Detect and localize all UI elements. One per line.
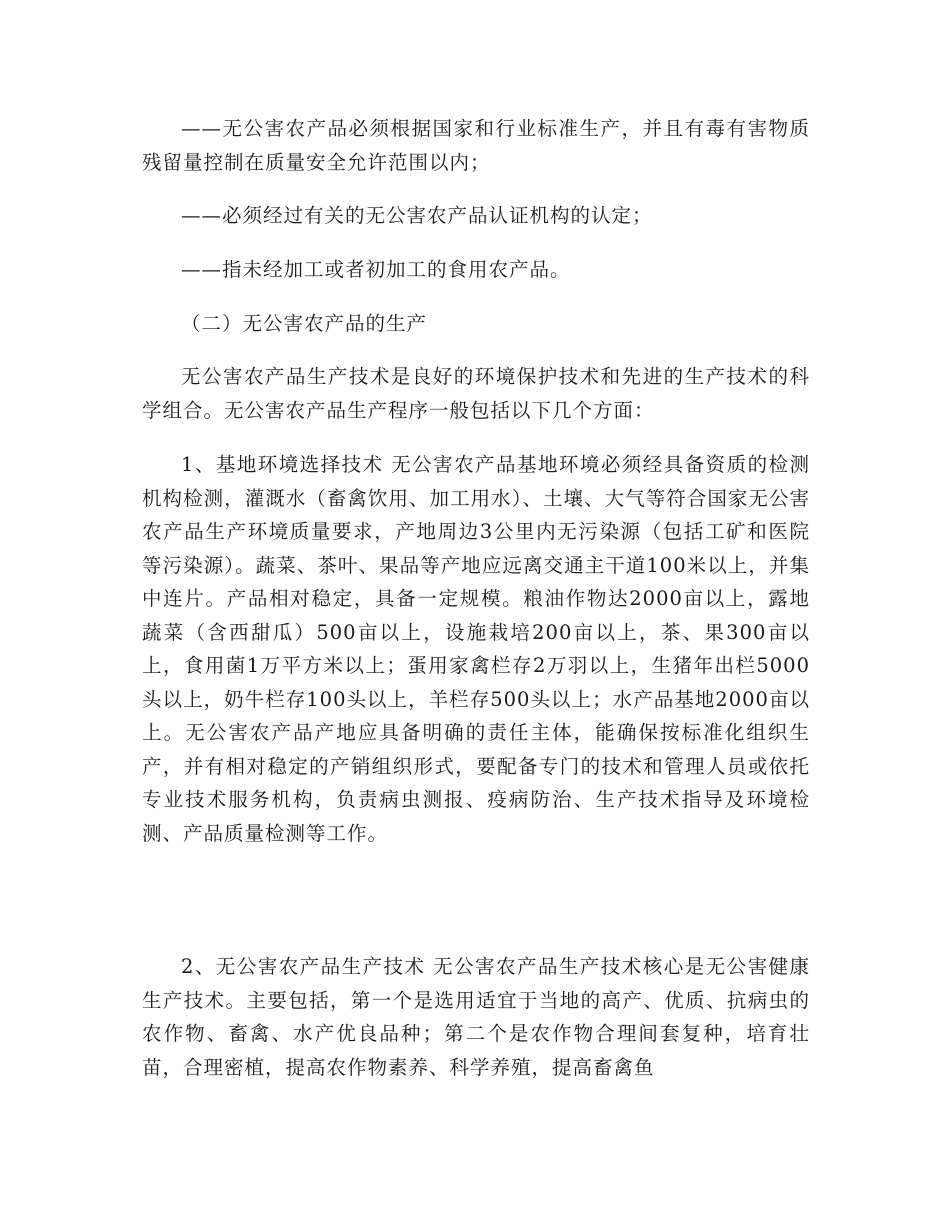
paragraph-standard-production: ——无公害农产品必须根据国家和行业标准生产，并且有毒有害物质残留量控制在质量安全允许范围以内； (142, 117, 810, 174)
paragraph-production-technology: 2、无公害农产品生产技术 无公害农产品生产技术核心是无公害健康生产技术。主要包括，第一个是选用适宜于当地的高产、优质、抗病虫的农作物、畜禽、水产优良品种；第二个是农作物合理间套复种，培育壮苗，合理密植，提高农作物素养、科学养殖，提高畜禽鱼 (142, 955, 810, 1079)
paragraph-certification: ——必须经过有关的无公害农产品认证机构的认定； (181, 204, 653, 227)
section-heading-production: （二）无公害农产品的生产 (181, 312, 428, 335)
paragraph-production-intro: 无公害农产品生产技术是良好的环境保护技术和先进的生产技术的科学组合。无公害农产品生产程序一般包括以下几个方面： (142, 365, 810, 422)
paragraph-base-environment: 1、基地环境选择技术 无公害农产品基地环境必须经具备资质的检测机构检测，灌溉水（畜禽饮用、加工用水）、土壤、大气等符合国家无公害农产品生产环境质量要求，产地周边3公里内无污染源（包括工矿和医院等污染源）。蔬菜、茶叶、果品等产地应远离交通主干道100米以上，并集中连片。产品相对稳定，具备一定规模。粮油作物达2000亩以上，露地蔬菜（含西甜瓜）500亩以上，设施栽培200亩以上，茶、果300亩以上，食用菌1万平方米以上；蛋用家禽栏存2万羽以上，生猪年出栏5000头以上，奶牛栏存100头以上，羊栏存500头以上；水产品基地2000亩以上。无公害农产品产地应具备明确的责任主体，能确保按标准化组织生产，并有相对稳定的产销组织形式，要配备专门的技术和管理人员或依托专业技术服务机构，负责病虫测报、疫病防治、生产技术指导及环境检测、产品质量检测等工作。 (142, 453, 810, 845)
paragraph-unprocessed-products: ——指未经加工或者初加工的食用农产品。 (181, 258, 571, 281)
